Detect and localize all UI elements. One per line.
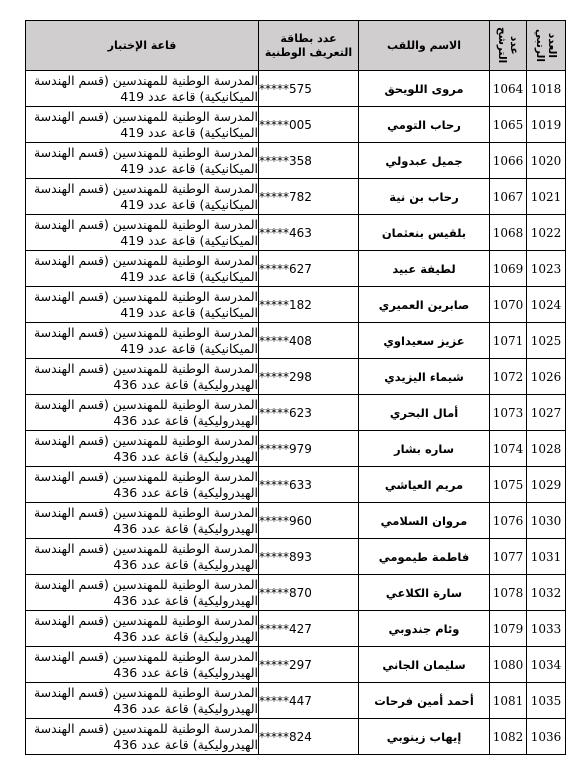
candidate-no-cell: 1078 [490, 575, 527, 611]
candidate-no-cell: 1067 [490, 179, 527, 215]
candidate-no-cell: 1077 [490, 539, 527, 575]
candidates-table [25, 20, 566, 755]
hall-cell: المدرسة الوطنية للمهندسين (قسم الهندسة الميكانيكية) قاعة عدد 419 [26, 71, 259, 107]
national-id-cell: *****893 [259, 539, 359, 575]
table-row [26, 71, 566, 107]
seq-no-cell: 1024 [527, 287, 566, 323]
name-cell: فاطمة طيمومي [359, 539, 490, 575]
name-cell: لطيفة عبيد [359, 251, 490, 287]
name-cell: عزيز سعيداوي [359, 323, 490, 359]
header-candidate-no: عدد الترشح [496, 27, 520, 64]
name-cell: ساره بشار [359, 431, 490, 467]
table-row [26, 647, 566, 683]
hall-cell: المدرسة الوطنية للمهندسين (قسم الهندسة الهيدروليكية) قاعة عدد 436 [26, 359, 259, 395]
seq-no-cell: 1029 [527, 467, 566, 503]
seq-no-cell: 1021 [527, 179, 566, 215]
table-row [26, 143, 566, 179]
candidate-no-cell: 1069 [490, 251, 527, 287]
candidate-no-cell: 1068 [490, 215, 527, 251]
hall-cell: المدرسة الوطنية للمهندسين (قسم الهندسة الميكانيكية) قاعة عدد 419 [26, 215, 259, 251]
name-cell: رحاب بن نية [359, 179, 490, 215]
candidate-no-cell: 1076 [490, 503, 527, 539]
header-seq-no-cell [527, 21, 566, 71]
seq-no-cell: 1025 [527, 323, 566, 359]
name-cell: سليمان الجاني [359, 647, 490, 683]
name-cell: شيماء اليزيدي [359, 359, 490, 395]
name-cell: جميل عبدولي [359, 143, 490, 179]
seq-no-cell: 1030 [527, 503, 566, 539]
national-id-cell: *****633 [259, 467, 359, 503]
hall-cell: المدرسة الوطنية للمهندسين (قسم الهندسة الميكانيكية) قاعة عدد 419 [26, 179, 259, 215]
national-id-cell: *****979 [259, 431, 359, 467]
seq-no-cell: 1018 [527, 71, 566, 107]
table-row [26, 215, 566, 251]
national-id-cell: *****870 [259, 575, 359, 611]
seq-no-cell: 1020 [527, 143, 566, 179]
header-national-id: عدد بطاقة التعريف الوطنية [259, 21, 359, 71]
hall-cell: المدرسة الوطنية للمهندسين (قسم الهندسة الهيدروليكية) قاعة عدد 436 [26, 503, 259, 539]
table-row [26, 575, 566, 611]
candidate-no-cell: 1079 [490, 611, 527, 647]
national-id-cell: *****427 [259, 611, 359, 647]
candidate-no-cell: 1081 [490, 683, 527, 719]
header-name: الاسم واللقب [359, 21, 490, 71]
national-id-cell: *****358 [259, 143, 359, 179]
table-row [26, 395, 566, 431]
hall-cell: المدرسة الوطنية للمهندسين (قسم الهندسة الهيدروليكية) قاعة عدد 436 [26, 431, 259, 467]
table-row [26, 179, 566, 215]
table-row [26, 287, 566, 323]
national-id-cell: *****005 [259, 107, 359, 143]
national-id-cell: *****623 [259, 395, 359, 431]
seq-no-cell: 1027 [527, 395, 566, 431]
table-row [26, 539, 566, 575]
table-row [26, 503, 566, 539]
national-id-cell: *****960 [259, 503, 359, 539]
table-row [26, 683, 566, 719]
table-row [26, 467, 566, 503]
name-cell: سارة الكلاعي [359, 575, 490, 611]
name-cell: إيهاب زينوبي [359, 719, 490, 755]
national-id-cell: *****408 [259, 323, 359, 359]
national-id-cell: *****575 [259, 71, 359, 107]
candidate-no-cell: 1064 [490, 71, 527, 107]
table-row [26, 359, 566, 395]
national-id-cell: *****627 [259, 251, 359, 287]
national-id-cell: *****182 [259, 287, 359, 323]
seq-no-cell: 1032 [527, 575, 566, 611]
candidate-no-cell: 1065 [490, 107, 527, 143]
seq-no-cell: 1031 [527, 539, 566, 575]
candidate-no-cell: 1066 [490, 143, 527, 179]
name-cell: أحمد أمين فرحات [359, 683, 490, 719]
national-id-cell: *****782 [259, 179, 359, 215]
candidate-no-cell: 1082 [490, 719, 527, 755]
candidate-no-cell: 1075 [490, 467, 527, 503]
hall-cell: المدرسة الوطنية للمهندسين (قسم الهندسة الهيدروليكية) قاعة عدد 436 [26, 575, 259, 611]
name-cell: بلقيس بنعثمان [359, 215, 490, 251]
table-row [26, 431, 566, 467]
seq-no-cell: 1026 [527, 359, 566, 395]
header-candidate-no-cell [490, 21, 527, 71]
national-id-cell: *****463 [259, 215, 359, 251]
table-row [26, 323, 566, 359]
seq-no-cell: 1019 [527, 107, 566, 143]
name-cell: وئام جندوبي [359, 611, 490, 647]
seq-no-cell: 1034 [527, 647, 566, 683]
national-id-cell: *****298 [259, 359, 359, 395]
seq-no-cell: 1022 [527, 215, 566, 251]
table-row [26, 251, 566, 287]
hall-cell: المدرسة الوطنية للمهندسين (قسم الهندسة الميكانيكية) قاعة عدد 419 [26, 107, 259, 143]
hall-cell: المدرسة الوطنية للمهندسين (قسم الهندسة الهيدروليكية) قاعة عدد 436 [26, 719, 259, 755]
name-cell: مروان السلامي [359, 503, 490, 539]
table-row [26, 719, 566, 755]
name-cell: أمال البحري [359, 395, 490, 431]
candidate-no-cell: 1071 [490, 323, 527, 359]
hall-cell: المدرسة الوطنية للمهندسين (قسم الهندسة الهيدروليكية) قاعة عدد 436 [26, 395, 259, 431]
hall-cell: المدرسة الوطنية للمهندسين (قسم الهندسة الهيدروليكية) قاعة عدد 436 [26, 467, 259, 503]
name-cell: مروى اللويحق [359, 71, 490, 107]
hall-cell: المدرسة الوطنية للمهندسين (قسم الهندسة الميكانيكية) قاعة عدد 419 [26, 287, 259, 323]
seq-no-cell: 1033 [527, 611, 566, 647]
hall-cell: المدرسة الوطنية للمهندسين (قسم الهندسة الهيدروليكية) قاعة عدد 436 [26, 539, 259, 575]
candidate-no-cell: 1072 [490, 359, 527, 395]
candidate-no-cell: 1080 [490, 647, 527, 683]
hall-cell: المدرسة الوطنية للمهندسين (قسم الهندسة الميكانيكية) قاعة عدد 419 [26, 251, 259, 287]
hall-cell: المدرسة الوطنية للمهندسين (قسم الهندسة الهيدروليكية) قاعة عدد 436 [26, 647, 259, 683]
name-cell: مريم العياشي [359, 467, 490, 503]
name-cell: رحاب التومي [359, 107, 490, 143]
seq-no-cell: 1023 [527, 251, 566, 287]
national-id-cell: *****824 [259, 719, 359, 755]
table-header-row [26, 21, 566, 71]
candidate-no-cell: 1073 [490, 395, 527, 431]
table-row [26, 611, 566, 647]
hall-cell: المدرسة الوطنية للمهندسين (قسم الهندسة الميكانيكية) قاعة عدد 419 [26, 323, 259, 359]
hall-cell: المدرسة الوطنية للمهندسين (قسم الهندسة الهيدروليكية) قاعة عدد 436 [26, 611, 259, 647]
national-id-cell: *****297 [259, 647, 359, 683]
hall-cell: المدرسة الوطنية للمهندسين (قسم الهندسة الهيدروليكية) قاعة عدد 436 [26, 683, 259, 719]
candidate-no-cell: 1070 [490, 287, 527, 323]
national-id-cell: *****447 [259, 683, 359, 719]
hall-cell: المدرسة الوطنية للمهندسين (قسم الهندسة الميكانيكية) قاعة عدد 419 [26, 143, 259, 179]
header-seq-no: العدد الرتبي [534, 29, 558, 62]
seq-no-cell: 1035 [527, 683, 566, 719]
header-hall: قاعة الإختبار [26, 21, 259, 71]
name-cell: صابرين العميري [359, 287, 490, 323]
table-row [26, 107, 566, 143]
candidate-no-cell: 1074 [490, 431, 527, 467]
seq-no-cell: 1028 [527, 431, 566, 467]
seq-no-cell: 1036 [527, 719, 566, 755]
